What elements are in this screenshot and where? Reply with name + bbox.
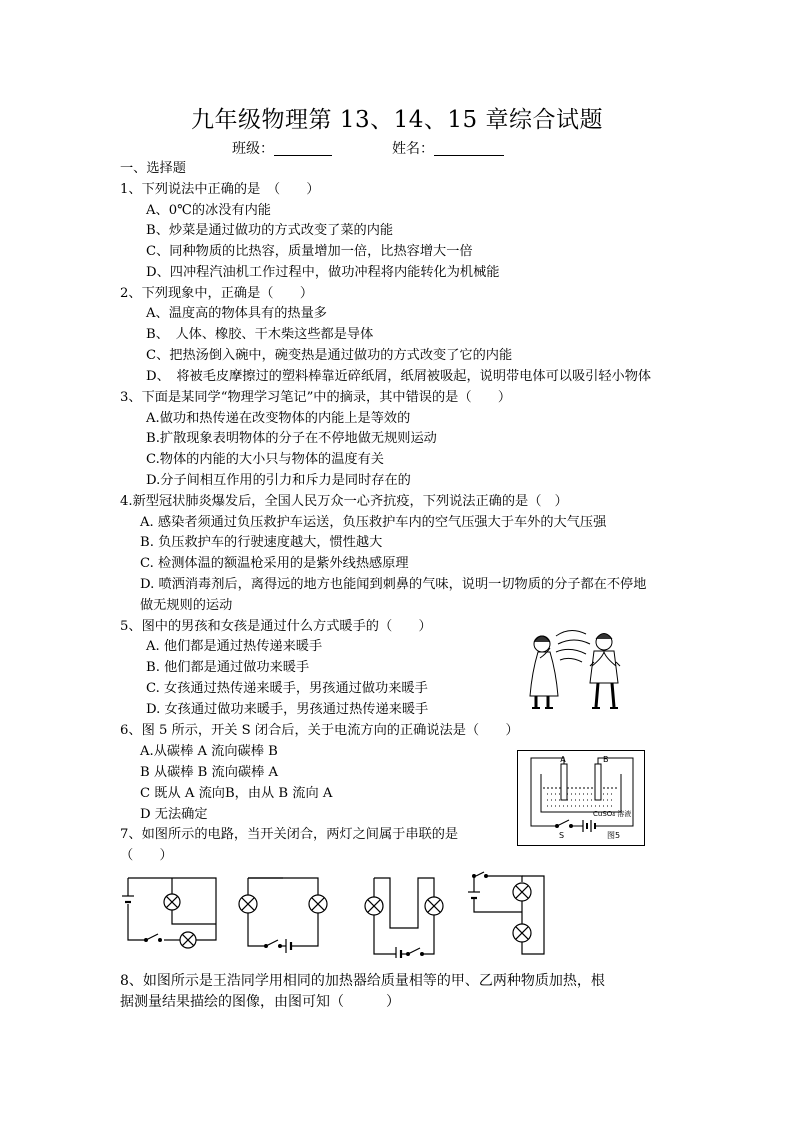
warming-hands-figure xyxy=(512,622,630,714)
q3-option-a: A.做功和热传递在改变物体的内能上是等效的 xyxy=(146,411,411,426)
q2-option-c: C、把热汤倒入碗中，碗变热是通过做功的方式改变了它的内能 xyxy=(146,348,513,363)
q1-option-a: A、0℃的冰没有内能 xyxy=(146,203,271,218)
q6-option-d: D 无法确定 xyxy=(140,807,208,822)
circuit-b xyxy=(239,878,327,953)
q4-option-d-cont: 做无规则的运动 xyxy=(140,598,233,613)
q2-stem: 2、下列现象中，正确是（ ） xyxy=(120,286,314,301)
q7-paren: （ ） xyxy=(120,848,173,863)
q5-stem: 5、图中的男孩和女孩是通过什么方式暖手的（ ） xyxy=(120,619,432,634)
electrode-a-label: A xyxy=(560,755,566,764)
figure-caption: 图5 xyxy=(607,831,621,840)
section-heading: 一、选择题 xyxy=(120,161,186,176)
q3-option-c: C.物体的内能的大小只与物体的温度有关 xyxy=(146,452,384,467)
circuit-a xyxy=(122,878,216,948)
q3-option-d: D.分子间相互作用的引力和斥力是同时存在的 xyxy=(146,473,411,488)
q8-stem: 8、如图所示是王浩同学用相同的加热器给质量相等的甲、乙两种物质加热，根 xyxy=(120,973,605,989)
q1-option-d: D、四冲程汽油机工作过程中，做功冲程将内能转化为机械能 xyxy=(146,265,500,280)
electrode-b-label: B xyxy=(603,755,609,764)
q2-option-b: B、 人体、橡胶、干木柴这些都是导体 xyxy=(146,327,374,342)
q4-stem: 4.新型冠状肺炎爆发后，全国人民万众一心齐抗疫，下列说法正确的是（ ） xyxy=(120,494,568,509)
exam-title: 九年级物理第 13、14、15 章综合试题 xyxy=(191,107,603,133)
q5-option-b: B. 他们都是通过做功来暖手 xyxy=(146,660,310,675)
q5-option-d: D. 女孩通过做功来暖手，男孩通过热传递来暖手 xyxy=(146,702,429,717)
class-blank xyxy=(274,141,332,156)
q8-stem-cont: 据测量结果描绘的图像，由图可知（ ） xyxy=(120,994,400,1010)
circuit-c xyxy=(365,878,443,958)
q3-option-b: B.扩散现象表明物体的分子在不停地做无规则运动 xyxy=(146,431,437,446)
name-blank xyxy=(434,141,504,156)
q2-option-a: A、温度高的物体具有的热量多 xyxy=(146,306,327,321)
class-field xyxy=(232,138,332,158)
q1-option-b: B、炒菜是通过做功的方式改变了菜的内能 xyxy=(146,223,394,238)
name-label: 姓名： xyxy=(392,141,434,157)
switch-label: S xyxy=(559,831,565,840)
q7-stem: 7、如图所示的电路，当开关闭合，两灯之间属于串联的是 xyxy=(120,827,459,842)
q2-option-d: D、 将被毛皮摩擦过的塑料棒靠近碎纸屑，纸屑被吸起，说明带电体可以吸引轻小物体 xyxy=(146,369,652,384)
q6-stem: 6、图 5 所示，开关 S 闭合后，关于电流方向的正确说法是（ ） xyxy=(120,723,519,738)
q5-option-a: A. 他们都是通过热传递来暖手 xyxy=(146,639,323,654)
q3-stem: 3、下面是某同学“物理学习笔记”中的摘录，其中错误的是（ ） xyxy=(120,390,512,405)
circuit-d xyxy=(468,872,544,954)
electrolysis-figure xyxy=(517,750,645,846)
q1-stem: 1、下列说法中正确的是 （ ） xyxy=(120,182,320,197)
q4-option-c: C. 检测体温的额温枪采用的是紫外线热感原理 xyxy=(140,556,409,571)
circuit-options-figure xyxy=(118,868,568,958)
q1-option-c: C、同种物质的比热容，质量增加一倍，比热容增大一倍 xyxy=(146,244,473,259)
q4-option-a: A. 感染者须通过负压救护车运送，负压救护车内的空气压强大于车外的大气压强 xyxy=(140,515,607,530)
q6-option-a: A.从碳棒 A 流向碳棒 B xyxy=(140,744,278,759)
solution-label: CuSO₄ 溶液 xyxy=(593,810,632,818)
q6-option-c: C 既从 A 流向B，由从 B 流向 A xyxy=(140,786,333,801)
q6-option-b: B 从碳棒 B 流向碳棒 A xyxy=(140,765,278,780)
name-field xyxy=(392,138,504,158)
class-label: 班级： xyxy=(232,141,274,157)
q4-option-d: D. 喷洒消毒剂后，离得远的地方也能闻到刺鼻的气味，说明一切物质的分子都在不停地 xyxy=(140,577,647,592)
q4-option-b: B. 负压救护车的行驶速度越大，惯性越大 xyxy=(140,535,383,550)
q5-option-c: C. 女孩通过热传递来暖手，男孩通过做功来暖手 xyxy=(146,681,428,696)
